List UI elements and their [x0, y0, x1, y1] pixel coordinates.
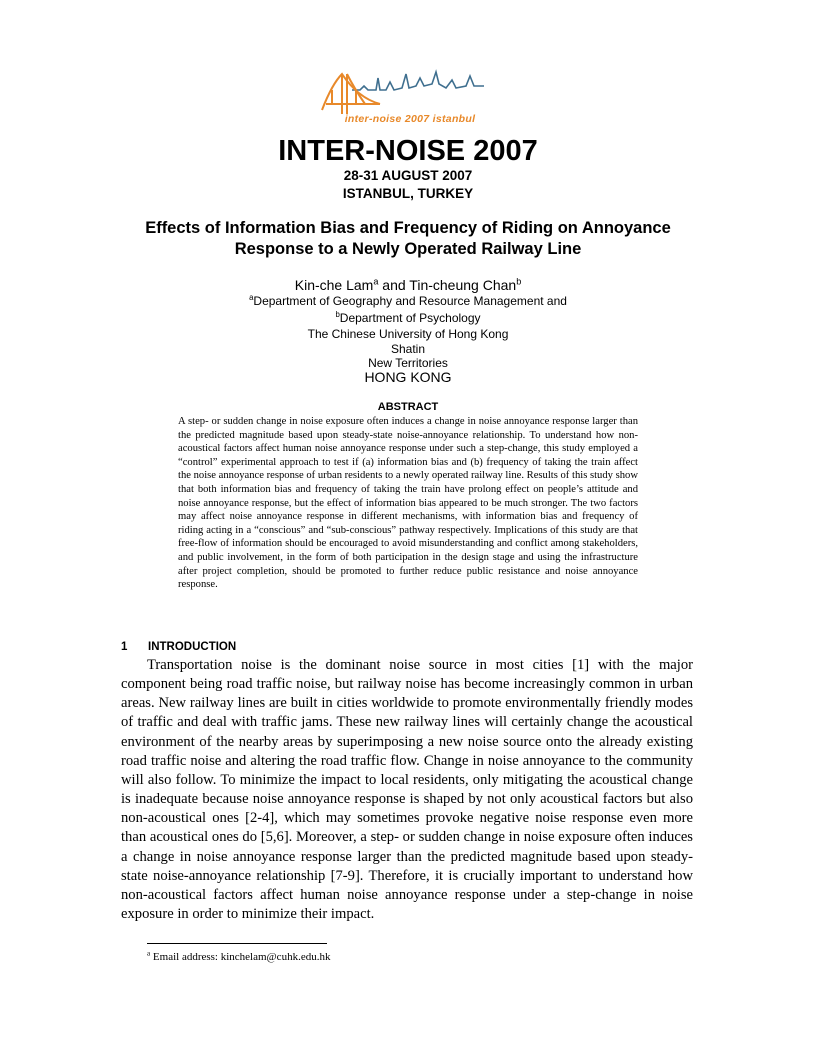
- conference-date: 28-31 AUGUST 2007: [343, 168, 473, 183]
- affiliation-a: [0, 294, 816, 309]
- affiliation-mark: b: [516, 276, 522, 287]
- section-number: 1: [121, 641, 128, 653]
- bridge-icon: [322, 74, 380, 114]
- conference-title: INTER-NOISE 2007: [278, 135, 538, 167]
- paper-title: Effects of Information Bias and Frequency of Riding on Annoyance Response to a Newly Operated Railway Line: [145, 219, 671, 258]
- affiliation-mark: a: [249, 293, 254, 302]
- section-heading: [121, 640, 521, 655]
- footnote: [147, 950, 647, 964]
- abstract-heading: ABSTRACT: [377, 401, 439, 413]
- skyline-icon: [352, 72, 484, 90]
- footnote-mark: a: [147, 949, 151, 958]
- affiliation-region: New Territories: [368, 356, 448, 370]
- footnote-text: Email address: kinchelam@cuhk.edu.hk: [150, 951, 331, 963]
- abstract-text: A step- or sudden change in noise exposure often induces a change in noise annoyance response larger than the predicted magnitude based upon steady-state noise-annoyance relationship. To understand how non-acoustical factors affect human noise annoyance response under such a step-change, this study employed a “control” experimental approach to test if (a) information bias and (b) frequency of taking the train affect the noise annoyance response of urban residents to a newly operated railway line. Results of this study show that both information bias and frequency of taking the train have prolong effect on people’s attitude and noise annoyance response, but the effect of information bias appeared to be much stronger. The two factors may affect noise annoyance response in different mechanisms, with information bias and frequency of riding acting in a “conscious” and “sub-conscious” pathway respectively. Implications of this study are that free-flow of information should be encouraged to avoid misunderstanding and conflict among stakeholders, and public involvement, in the form of both participation in the design stage and using the infrastructure after project completion, should be promoted to further reduce public resistance and noise annoyance response.: [178, 416, 638, 591]
- affiliation-country: HONG KONG: [364, 369, 452, 385]
- affiliation-mark: a: [373, 276, 379, 287]
- footnote-divider: [147, 943, 327, 944]
- affiliation-university: The Chinese University of Hong Kong: [307, 327, 509, 341]
- section-title: INTRODUCTION: [148, 641, 237, 653]
- affiliation-mark: b: [335, 310, 340, 319]
- author-name: Kin-che Lam: [294, 277, 374, 293]
- logo-caption: inter-noise 2007 istanbul: [344, 113, 476, 125]
- author-line: [0, 276, 816, 294]
- affiliation-text: Department of Psychology: [339, 311, 481, 325]
- conference-place: ISTANBUL, TURKEY: [342, 186, 474, 201]
- author-separator: and: [378, 277, 410, 293]
- introduction-text: Transportation noise is the dominant noise source in most cities [1] with the major component being road traffic noise, but railway noise has become increasingly common in urban areas. New railway lines are built in cities worldwide to promote environmentally friendly modes of traffic and deal with traffic jams. These new railway lines will certainly change the acoustical environment of the nearby areas by superimposing a new noise source onto the already existing road traffic noise and altering the road traffic flow. Change in noise annoyance to the community will also follow. To minimize the impact to local residents, only mitigating the acoustical change is inadequate because noise annoyance response is shaped by not only acoustical factors but also non-acoustical ones [2-4], which may sometimes provoke negative noise response even more than acoustical ones do [5,6]. Moreover, a step- or sudden change in noise exposure often induces a change in noise annoyance response larger than the predicted magnitude based upon steady-state noise-annoyance relationship [7-9]. Therefore, it is crucially important to understand how non-acoustical factors affect human noise annoyance response under a step-change in noise exposure in order to minimize their impact.: [121, 657, 693, 923]
- affiliation-city: Shatin: [390, 342, 426, 356]
- affiliation-text: Department of Geography and Resource Management and: [253, 294, 567, 308]
- author-name: Tin-cheung Chan: [409, 277, 517, 293]
- affiliation-b: [0, 311, 816, 326]
